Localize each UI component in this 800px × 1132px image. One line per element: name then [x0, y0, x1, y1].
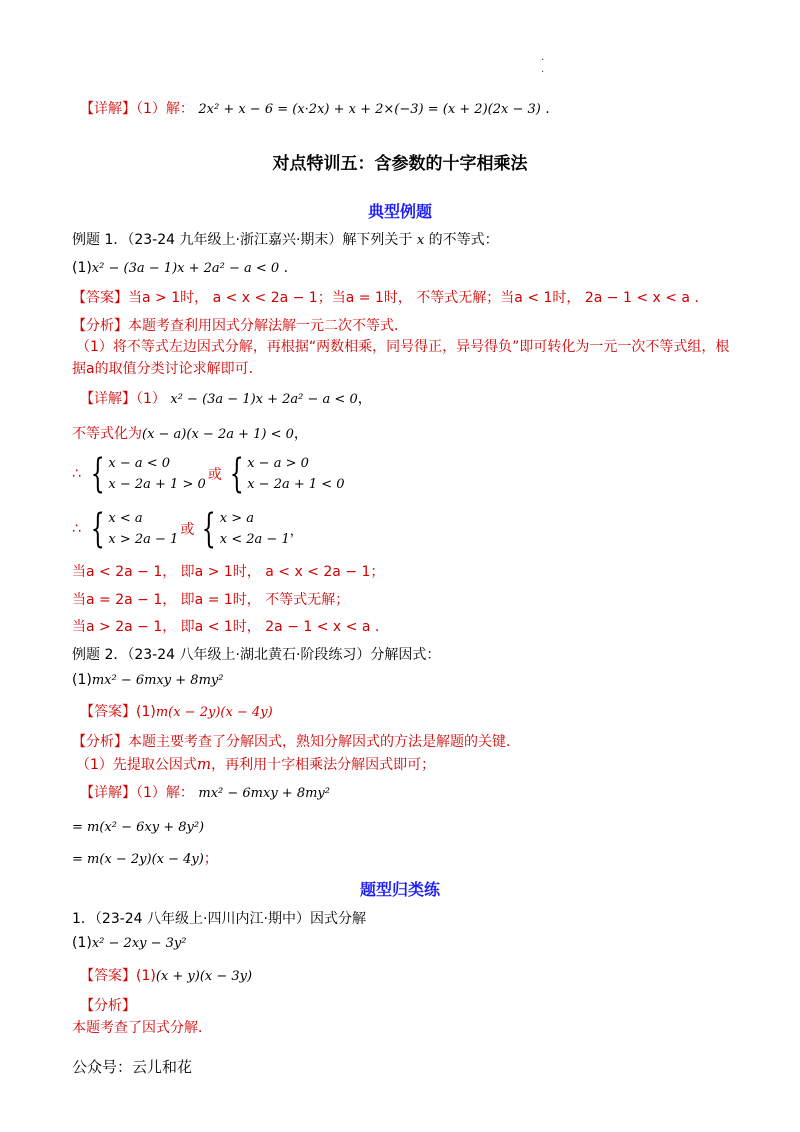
subtitle-practice: 题型归类练 [359, 880, 440, 899]
question-number: (1) [72, 935, 92, 951]
step-math: = m(x − 2y)(x − 4y) [72, 852, 204, 867]
answer-math: (x + y)(x − 3y) [155, 969, 253, 984]
step-end: ； [203, 851, 218, 867]
answer-math: m(x − 2y)(x − 4y) [155, 705, 273, 720]
example1-case2: 当a = 2a − 1， 即a = 1时， 不等式无解； [72, 592, 350, 608]
therefore-symbol: ∴ [72, 521, 81, 537]
answer-label: 【答案】(1) [80, 968, 156, 984]
example1-case1: 当a < 2a − 1， 即a > 1时， a < x < 2a − 1； [72, 564, 385, 580]
therefore-symbol: ∴ [72, 466, 81, 482]
corner-marks: . . [541, 52, 545, 75]
example1-var: x [416, 233, 425, 248]
example2-intro: 例题 2．（23-24 八年级上·湖北黄石·阶段练习）分解因式： [72, 647, 441, 663]
example1-detail [80, 389, 372, 410]
footer-wechat: 公众号：云儿和花 [72, 1058, 193, 1076]
example1-analysis-label: 【分析】本题考查利用因式分解法解一元二次不等式． [72, 318, 408, 334]
system-row: x > 2a − 1 [108, 532, 179, 547]
example2-step2 [72, 849, 218, 870]
system-end: ， [289, 523, 303, 539]
detail-part: （1）解： [136, 101, 194, 117]
question-math: x² − 2xy − 3y² [91, 936, 187, 951]
left-brace: { [90, 506, 105, 552]
system-row: x > a [219, 511, 255, 526]
top-detail-line [80, 99, 550, 120]
analysis-text: （1）先提取公因式 [76, 757, 197, 773]
practice1-answer [80, 966, 252, 987]
left-brace: { [90, 451, 105, 497]
practice1-analysis-text: 本题考查了因式分解． [72, 1020, 212, 1036]
detail-math: mx² − 6mxy + 8my² [198, 786, 330, 801]
example1-question [72, 258, 288, 279]
detail-end: ， [357, 391, 372, 407]
step-math: = m(x² − 6xy + 8y²) [72, 820, 205, 835]
example1-analysis-line1: （1）将不等式左边因式分解，再根据“两数相乘，同号得正，异号得负”即可转化为一元一次不等式组，根 [76, 339, 730, 355]
example1-intro [72, 230, 499, 251]
practice1-analysis-label: 【分析】 [80, 998, 136, 1014]
detail-end: . [545, 101, 550, 117]
system-2a [108, 508, 178, 550]
step1-math: (x − a)(x − 2a + 1) < 0 [142, 427, 294, 442]
example1-answer: 【答案】当a > 1时， a < x < 2a − 1；当a = 1时， 不等式无解；当a < 1时， 2a − 1 < x < a ． [72, 290, 709, 306]
system-row: x < a [108, 511, 143, 526]
example1-intro-text: 例题 1．（23-24 九年级上·浙江嘉兴·期末）解下列关于 [72, 232, 413, 248]
detail-math: x² − (3a − 1)x + 2a² − a < 0 [170, 392, 358, 407]
step1-end: ， [293, 426, 308, 442]
detail-part: （1）解： [136, 785, 194, 801]
detail-label: 【详解】 [80, 785, 136, 801]
or-label: 或 [180, 522, 195, 538]
question-math: x² − (3a − 1)x + 2a² − a < 0 [91, 261, 280, 276]
example2-answer [80, 702, 273, 723]
detail-label: 【详解】 [80, 101, 136, 117]
inequality-system-2 [72, 508, 303, 550]
example2-analysis: 【分析】本题主要考查了分解因式，熟知分解因式的方法是解题的关键． [72, 734, 520, 750]
practice1-intro: 1．（23-24 八年级上·四川内江·期中）因式分解 [72, 911, 366, 927]
left-brace: { [229, 451, 244, 497]
detail-math: 2x² + x − 6 = (x·2x) + x + 2×(−3) = (x + 2)(2x − 3) [198, 102, 541, 117]
question-number: (1) [72, 260, 92, 276]
example1-analysis-line2: 据a的取值分类讨论求解即可． [72, 361, 263, 377]
system-row: x − a > 0 [247, 456, 309, 471]
example2-question [72, 670, 223, 691]
question-number: (1) [72, 672, 92, 688]
step1-text: 不等式化为 [72, 426, 142, 442]
analysis-text: ，再利用十字相乘法分解因式即可； [211, 757, 436, 773]
section-title: 对点特训五：含参数的十字相乘法 [272, 154, 528, 174]
left-brace: { [202, 506, 217, 552]
answer-label: 【答案】(1) [80, 704, 156, 720]
example2-analysis-line1 [76, 754, 435, 775]
system-2b [220, 508, 290, 550]
example2-step1 [72, 817, 204, 838]
system-row: x − 2a + 1 > 0 [108, 477, 206, 492]
system-1a [108, 453, 205, 495]
subtitle-typical-examples: 典型例题 [367, 202, 432, 221]
system-row: x − a < 0 [108, 456, 171, 471]
inequality-system-1 [72, 453, 345, 495]
analysis-var: m [196, 755, 212, 773]
question-end: . [283, 260, 289, 276]
system-row: x − 2a + 1 < 0 [247, 477, 345, 492]
example2-detail [80, 783, 330, 804]
or-label: 或 [207, 467, 222, 483]
example1-intro-end: 的不等式： [428, 232, 499, 248]
example1-step1 [72, 424, 308, 445]
example1-case3: 当a > 2a − 1， 即a < 1时， 2a − 1 < x < a . [72, 619, 380, 635]
detail-part: （1） [136, 391, 166, 407]
detail-label: 【详解】 [80, 391, 136, 407]
question-math: mx² − 6mxy + 8my² [91, 673, 224, 688]
system-1b [247, 453, 344, 495]
practice1-question [72, 933, 186, 954]
system-row: x < 2a − 1 [219, 532, 290, 547]
